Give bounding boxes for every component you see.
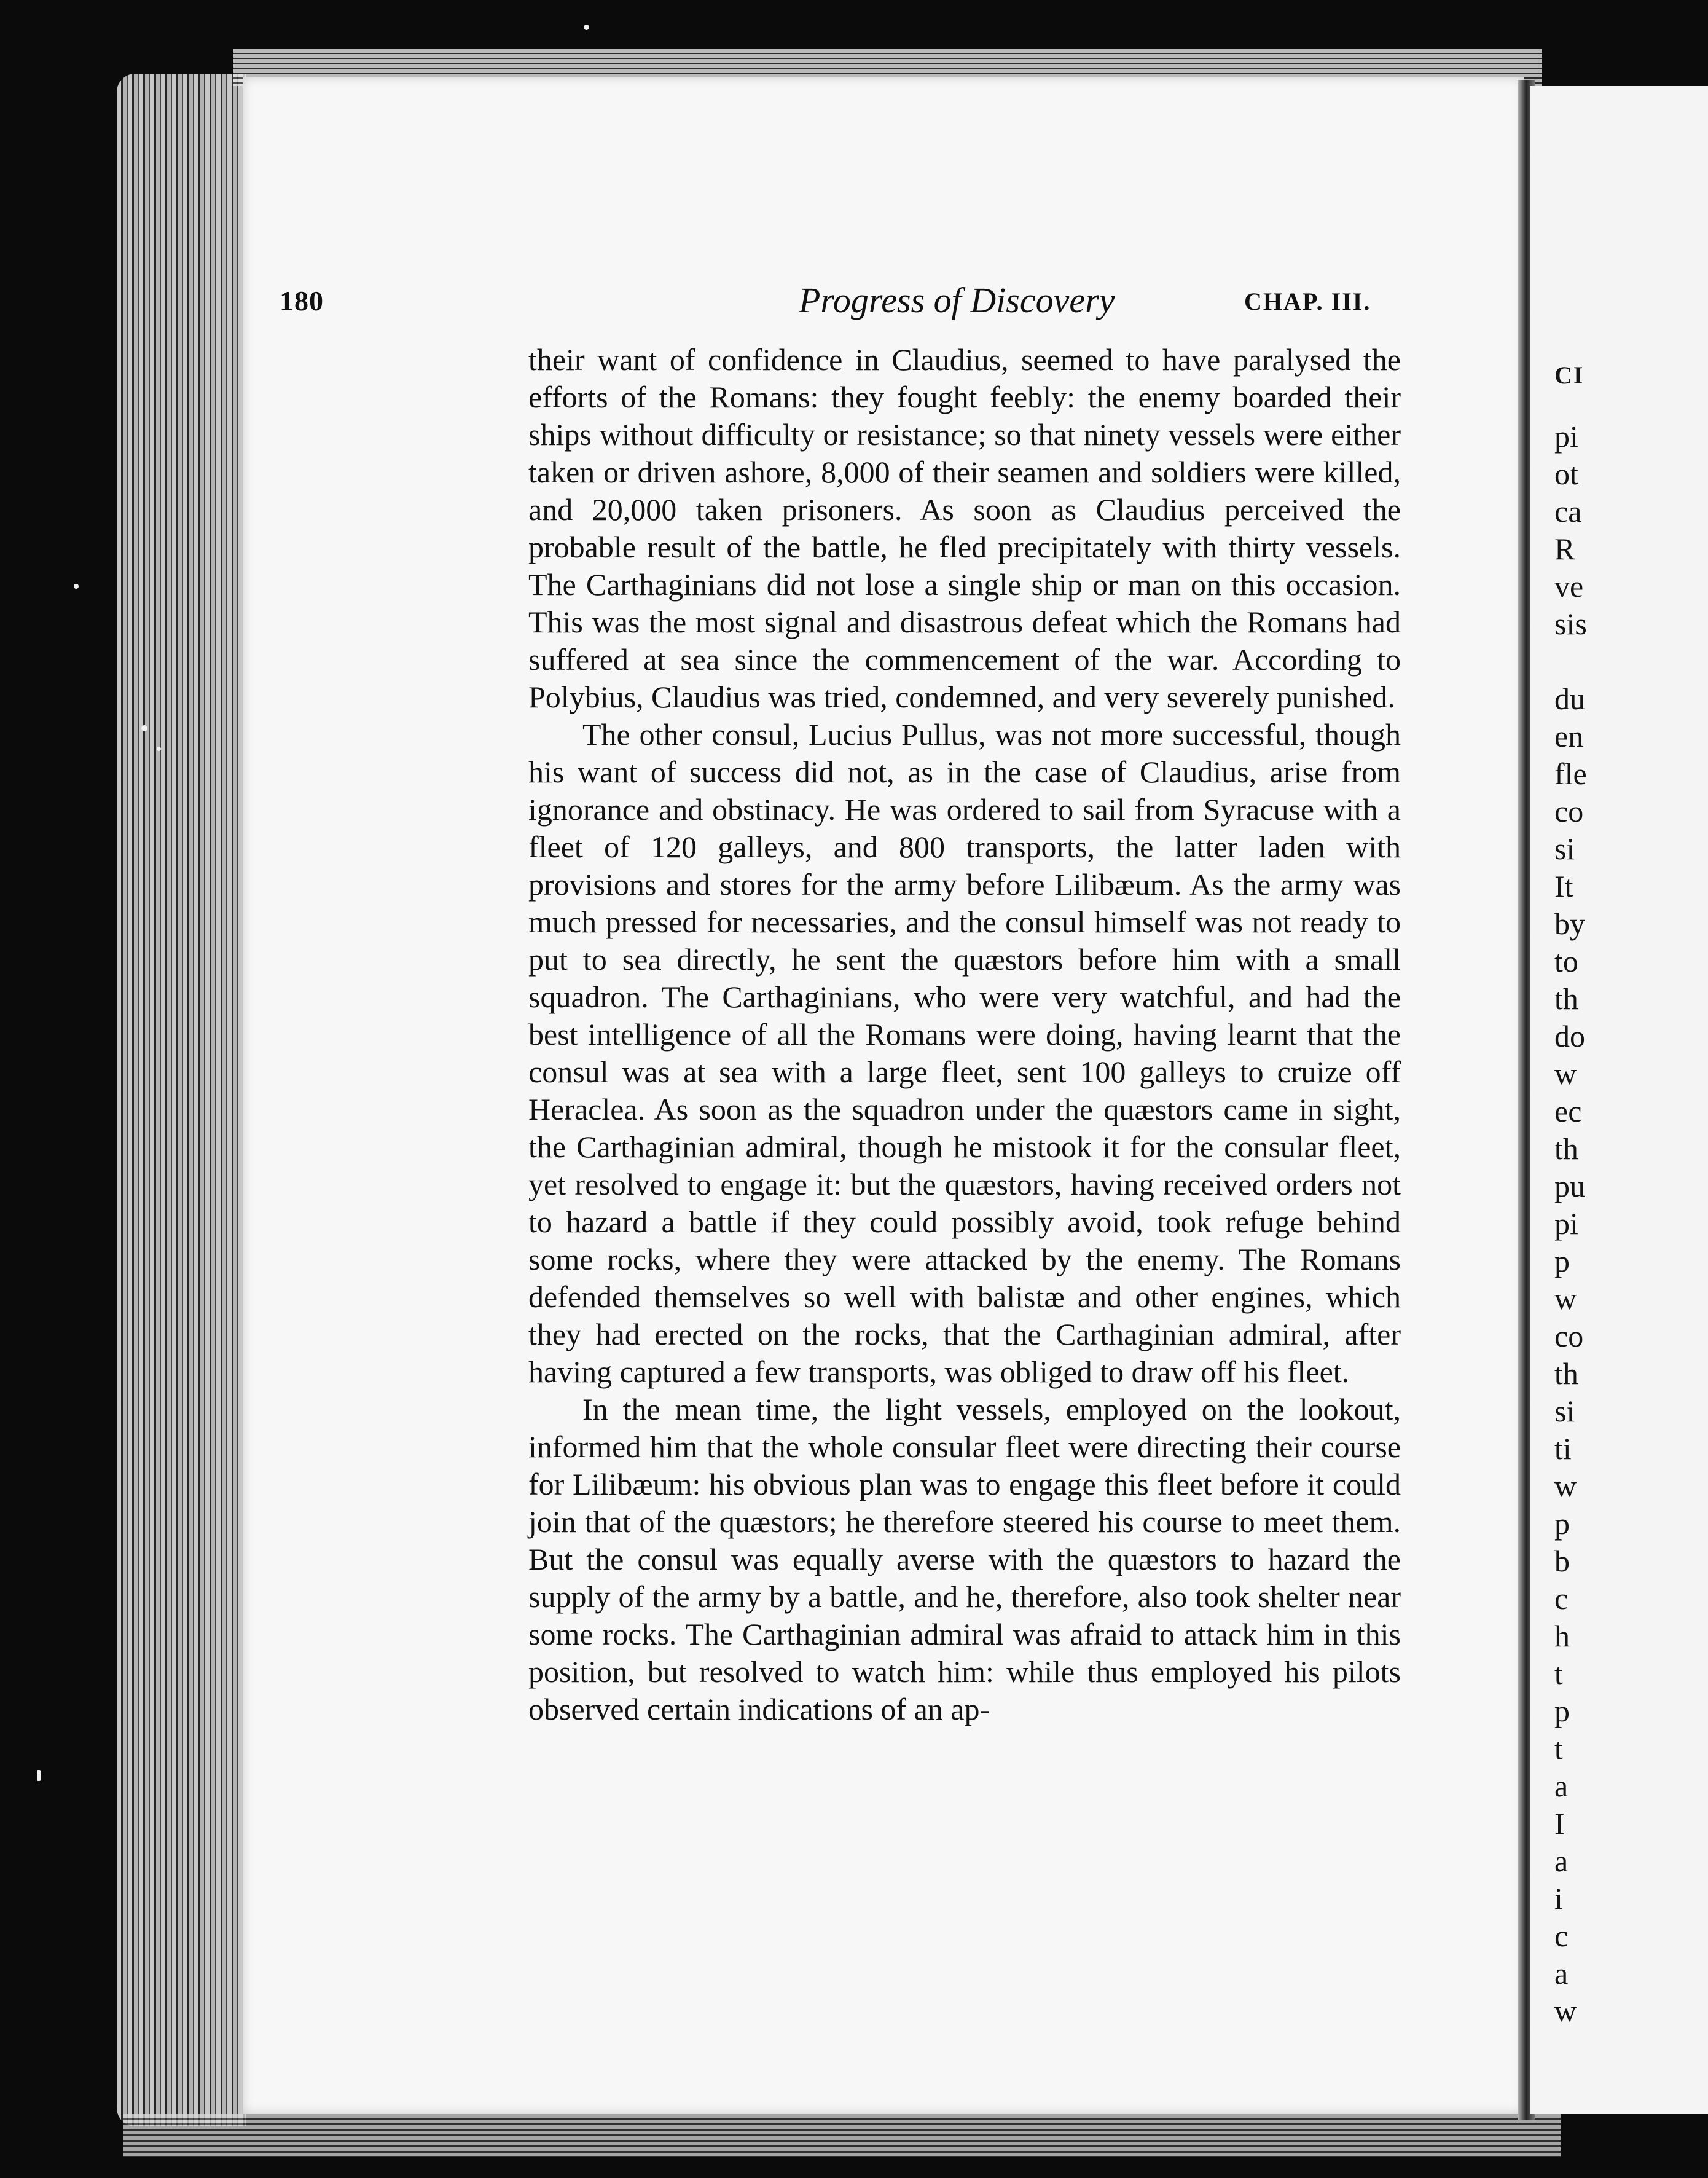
dust-speck — [37, 1770, 41, 1781]
running-head — [280, 280, 1385, 329]
paragraph-1: their want of confidence in Claudius, seemed to have paralysed the efforts of the Romans: they fought feebly: the enemy boarded their ships without difficulty or resistance; so that ninety vessels were either taken or driven ashore, 8,000 of their seamen and soldiers were killed, and 20,000 taken prisoners. As soon as Claudius perceived the probable result of the battle, he fled precipitately with thirty vessels. The Carthaginians did not lose a single ship or man on this occasion. This was the most signal and disastrous defeat which the Romans had suffered at sea since the commencement of the war. According to Polybius, Claudius was tried, condemned, and very severely punished. — [528, 342, 1401, 714]
facing-line: sis — [1554, 607, 1587, 641]
page-number: 180 — [280, 285, 324, 316]
facing-line: pi — [1554, 1206, 1578, 1241]
facing-page-header: CI — [1554, 361, 1585, 389]
facing-line: p — [1554, 1694, 1570, 1728]
facing-line: si — [1554, 831, 1575, 866]
dust-speck — [141, 725, 147, 731]
facing-line: co — [1554, 1319, 1584, 1353]
facing-line: i — [1554, 1881, 1563, 1916]
facing-line: w — [1554, 1056, 1577, 1091]
facing-line: p — [1554, 1244, 1570, 1278]
facing-line: en — [1554, 719, 1584, 753]
page-edges-left — [117, 74, 246, 2126]
dust-speck — [74, 584, 79, 589]
dust-speck — [157, 747, 161, 751]
facing-line: du — [1554, 682, 1585, 716]
facing-line: by — [1554, 906, 1585, 941]
facing-line: b — [1554, 1544, 1570, 1578]
facing-line — [1554, 643, 1708, 680]
facing-line: ec — [1554, 1094, 1582, 1128]
facing-page — [1530, 86, 1708, 2114]
facing-line: w — [1554, 1281, 1577, 1316]
facing-line: It — [1554, 869, 1573, 903]
facing-line: a — [1554, 1769, 1569, 1803]
facing-line: t — [1554, 1731, 1563, 1766]
facing-line: h — [1554, 1619, 1570, 1653]
facing-line: I — [1554, 1806, 1565, 1841]
facing-line: t — [1554, 1656, 1563, 1691]
chapter-label: CHAP. III. — [1244, 288, 1371, 315]
facing-line: co — [1554, 794, 1584, 828]
facing-line: p — [1554, 1506, 1570, 1541]
body-text — [528, 341, 1401, 1728]
dust-speck — [584, 25, 589, 30]
running-title: Progress of Discovery — [799, 280, 1115, 320]
facing-line: to — [1554, 944, 1578, 978]
facing-line: ve — [1554, 569, 1584, 603]
facing-line: do — [1554, 1019, 1585, 1053]
facing-line: a — [1554, 1956, 1569, 1991]
facing-line: th — [1554, 1356, 1578, 1391]
facing-line: w — [1554, 1994, 1577, 2028]
facing-line: th — [1554, 1131, 1578, 1166]
facing-line: ca — [1554, 494, 1582, 529]
facing-line: fle — [1554, 757, 1587, 791]
facing-line: th — [1554, 981, 1578, 1016]
facing-line: pu — [1554, 1169, 1585, 1203]
facing-line: ot — [1554, 457, 1578, 491]
paragraph-2: The other consul, Lucius Pullus, was not more successful, though his want of success did not, as in the case of Claudius, arise from ignorance and obstinacy. He was ordered to sail from Syracuse with a fleet of 120 galleys, and 800 transports, the latter laden with provisions and stores for the army before Lilibæum. As the army was much pressed for necessaries, and the consul himself was not ready to put to sea directly, he sent the quæstors before him with a small squadron. The Carthaginians, who were very watchful, and had the best intelligence of all the Romans were doing, having learnt that the consul was at sea with a large fleet, sent 100 galleys to cruize off Heraclea. As soon as the squadron under the quæstors came in sight, the Carthaginian admiral, though he mistook it for the consular fleet, yet resolved to engage it: but the quæstors, having received orders not to hazard a battle if they could possibly avoid, took refuge behind some rocks, where they were attacked by the enemy. The Romans defended themselves so well with balistæ and other engines, which they had erected on the rocks, that the Carthaginian admiral, after having captured a few transports, was obliged to draw off his fleet. — [528, 717, 1401, 1389]
facing-line: ti — [1554, 1431, 1572, 1466]
paragraph-3: In the mean time, the light vessels, employed on the lookout, informed him that the whole consular fleet were directing their course for Lilibæum: his obvious plan was to engage this fleet before it could join that of the quæstors; he therefore steered his course to meet them. But the consul was equally averse with the quæstors to hazard the supply of the army by a battle, and he, therefore, also took shelter near some rocks. The Carthaginian admiral was afraid to attack him in this position, but resolved to watch him: while thus employed his pilots observed certain indications of an ap- — [528, 1392, 1401, 1726]
facing-line: a — [1554, 1844, 1569, 1878]
facing-line: R — [1554, 532, 1575, 566]
facing-line: c — [1554, 1581, 1569, 1616]
page-edges-bottom — [123, 2114, 1561, 2157]
facing-line: c — [1554, 1919, 1569, 1953]
facing-page-text — [1554, 356, 1708, 2030]
facing-line: w — [1554, 1469, 1577, 1503]
facing-line: pi — [1554, 419, 1578, 454]
facing-line: si — [1554, 1394, 1575, 1428]
